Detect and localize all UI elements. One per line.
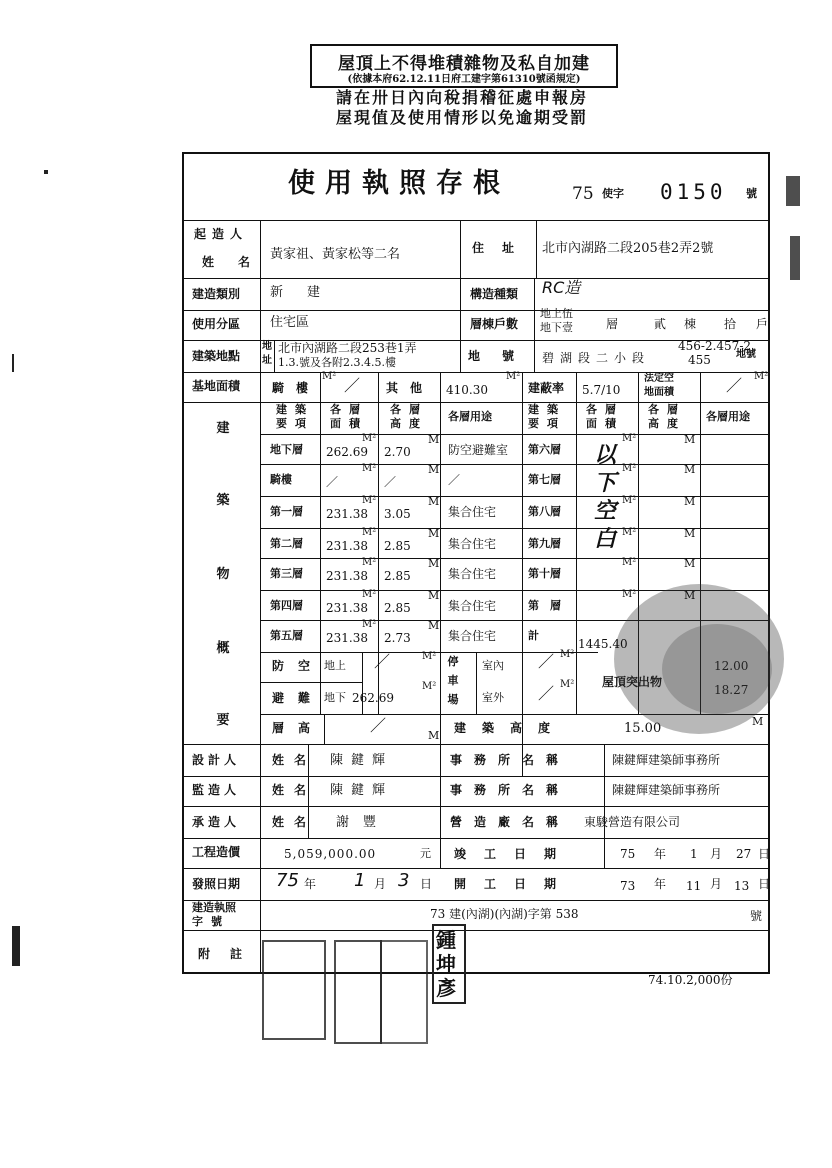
floor-area: 231.38 xyxy=(326,569,368,583)
floor-area: 231.38 xyxy=(326,507,368,521)
header-floor-area: 各層 xyxy=(330,403,368,416)
floors-below: 地下壹 xyxy=(540,321,573,334)
m-unit: M xyxy=(684,495,696,508)
m2-unit: M² xyxy=(362,463,377,474)
floor-name: 第五層 xyxy=(270,629,303,642)
start-day: 13 xyxy=(734,879,750,893)
floor-name: 第二層 xyxy=(270,537,303,550)
m-unit: M xyxy=(684,527,696,540)
start-year: 73 xyxy=(620,879,636,893)
building-height: 15.00 xyxy=(624,721,662,736)
structure-label: 構造種類 xyxy=(470,287,519,301)
year-unit: 年 xyxy=(304,877,317,891)
floor-area: 231.38 xyxy=(326,539,368,553)
floor-use: 集合住宅 xyxy=(448,629,497,643)
floor-height: ／ xyxy=(370,716,387,735)
day-unit: 日 xyxy=(758,877,771,891)
other-area: 410.30 xyxy=(446,383,488,397)
open-space-label: 法定空 xyxy=(644,373,674,384)
household-count: 拾 xyxy=(724,317,737,331)
lot-label: 地號 xyxy=(468,349,537,363)
scan-speck xyxy=(790,236,800,280)
permit-label-2: 字號 xyxy=(192,915,230,928)
signer-seal: 鍾坤彥 xyxy=(432,924,466,1004)
issue-month: 1 xyxy=(354,870,366,891)
overview-label-3: 物 xyxy=(216,567,230,582)
permit-prefix: 使字 xyxy=(602,187,624,200)
print-note: 74.10.2,000份 xyxy=(648,973,733,987)
scan-speck xyxy=(12,926,20,966)
m2-unit: M² xyxy=(506,371,521,382)
day-unit: 日 xyxy=(420,877,433,891)
floor-name: 第三層 xyxy=(270,567,303,580)
floor-area: 262.69 xyxy=(326,445,368,459)
day-unit: 日 xyxy=(758,847,771,861)
floor-area: 231.38 xyxy=(326,631,368,645)
notice-tax xyxy=(310,88,614,128)
m-unit: M xyxy=(684,589,696,602)
m2-unit: M² xyxy=(322,371,337,382)
site-label: 建築地點 xyxy=(192,349,241,363)
header-floor-height: 各層 xyxy=(390,403,428,416)
header-item-r-2: 要項 xyxy=(528,417,566,430)
header-floor-height-2: 高度 xyxy=(390,417,428,430)
contractor-office-label: 營造廠名稱 xyxy=(450,815,571,829)
m2-unit: M² xyxy=(362,433,377,444)
parking-label-3: 場 xyxy=(447,693,459,706)
contractor-office: 東駿營造有限公司 xyxy=(584,815,681,829)
other-label: 其他 xyxy=(386,381,435,395)
floor-name: 第一層 xyxy=(270,505,303,518)
floor-use: ／ xyxy=(448,473,461,487)
floor-name-r: 第十層 xyxy=(528,567,561,580)
designer-name-label: 姓名 xyxy=(272,753,317,767)
roof-area-2: 18.27 xyxy=(714,683,749,697)
overview-label-1: 建 xyxy=(216,421,230,436)
floor-name-r: 第九層 xyxy=(528,537,561,550)
header-use: 各層用途 xyxy=(448,410,492,423)
m-unit: M xyxy=(428,433,440,446)
year-unit: 年 xyxy=(654,877,667,891)
floors-unit: 層 xyxy=(606,317,619,331)
note-label: 附註 xyxy=(198,947,263,961)
shelter-below-label: 地下 xyxy=(324,691,346,704)
floors-above: 地上伍 xyxy=(540,307,573,320)
completion-label: 竣工日期 xyxy=(454,847,575,861)
address-label: 住址 xyxy=(472,241,533,255)
floor-use: 集合住宅 xyxy=(448,567,497,581)
m2-unit: M² xyxy=(754,371,769,382)
floor-area: ／ xyxy=(326,475,339,489)
m-unit: M xyxy=(428,463,440,476)
m-unit: M xyxy=(428,557,440,570)
m2-unit: M² xyxy=(560,679,575,690)
builder-address: 北市內湖路二段205巷2弄2號 xyxy=(542,241,714,256)
notice-line3: 請在卅日內向稅捐稽征處申報房 xyxy=(335,88,588,107)
m-unit: M xyxy=(684,433,696,446)
header-item-2: 要項 xyxy=(276,417,314,430)
shelter-below: 262.69 xyxy=(352,691,394,705)
parking-label-1: 停 xyxy=(447,655,459,668)
supervisor-name: 陳鍵輝 xyxy=(330,783,394,798)
floor-area: 231.38 xyxy=(326,601,368,615)
floor-height: 2.85 xyxy=(384,601,411,615)
build-type-label: 建造類別 xyxy=(192,287,241,301)
floor-height: 2.85 xyxy=(384,569,411,583)
cost-unit: 元 xyxy=(420,847,431,860)
scan-speck xyxy=(786,176,800,206)
parking-indoor: ／ xyxy=(538,652,555,671)
designer-office-label: 事務所名稱 xyxy=(450,753,571,767)
floor-name-r: 計 xyxy=(528,629,539,642)
site-address-label: 地 xyxy=(262,341,272,352)
m2-unit: M² xyxy=(622,433,637,444)
parking-outdoor-label: 室外 xyxy=(482,691,504,704)
zone-label: 使用分區 xyxy=(192,317,241,331)
m-unit: M xyxy=(684,463,696,476)
notice-stamp xyxy=(310,44,618,128)
m2-unit: M² xyxy=(362,495,377,506)
completion-day: 27 xyxy=(736,847,752,861)
designer-name: 陳鍵輝 xyxy=(330,753,394,768)
official-stamp xyxy=(262,940,326,1040)
month-unit: 月 xyxy=(710,877,723,891)
designer-label: 設計人 xyxy=(192,753,241,767)
supervisor-office-label: 事務所名稱 xyxy=(450,783,571,797)
overview-label-5: 要 xyxy=(216,713,230,728)
blank-note: 以下空白 xyxy=(594,443,617,552)
floor-use: 集合住宅 xyxy=(448,537,497,551)
year-unit: 年 xyxy=(654,847,667,861)
notice-box xyxy=(310,44,618,88)
roof-area-1: 12.00 xyxy=(714,659,749,673)
floor-height-label: 層高 xyxy=(272,721,325,735)
m2-unit: M² xyxy=(622,495,637,506)
site-line2: 1.3.號及各附2.3.4.5.樓 xyxy=(278,356,396,369)
header-floor-height-r: 各層 xyxy=(648,403,686,416)
floor-use: 集合住宅 xyxy=(448,599,497,613)
overview-label-4: 概 xyxy=(216,641,230,656)
floor-height: ／ xyxy=(384,475,397,489)
roof-label: 屋頂突出物 xyxy=(602,675,663,689)
permit-number: 0150 xyxy=(660,180,727,204)
issue-day: 3 xyxy=(398,870,410,891)
permit-value-suffix: 號 xyxy=(750,909,763,923)
m2-unit: M² xyxy=(422,651,437,662)
official-stamp xyxy=(334,940,382,1044)
open-space-area: ／ xyxy=(726,376,743,395)
m2-unit: M² xyxy=(622,589,637,600)
building-height-label: 建築高度 xyxy=(454,721,567,735)
header-floor-area-r: 各層 xyxy=(586,403,624,416)
area-label: 基地面積 xyxy=(192,379,241,393)
supervisor-office: 陳鍵輝建築師事務所 xyxy=(612,783,721,797)
floor-name-r: 第八層 xyxy=(528,505,561,518)
m2-unit: M² xyxy=(622,463,637,474)
contractor-name-label: 姓名 xyxy=(272,815,317,829)
m-unit: M xyxy=(752,715,764,728)
shelter-above-label: 地上 xyxy=(324,659,346,672)
supervisor-name-label: 姓名 xyxy=(272,783,317,797)
official-stamp xyxy=(380,940,428,1044)
floor-height: 2.73 xyxy=(384,631,411,645)
header-floor-height-r-2: 高度 xyxy=(648,417,686,430)
m2-unit: M² xyxy=(622,527,637,538)
m2-unit: M² xyxy=(362,557,377,568)
header-item: 建築 xyxy=(276,403,314,416)
floor-area-total: 1445.40 xyxy=(578,637,628,651)
build-type-value: 新建 xyxy=(270,285,345,300)
floor-height: 2.70 xyxy=(384,445,411,459)
parking-indoor-label: 室內 xyxy=(482,659,504,672)
m-unit: M xyxy=(428,589,440,602)
shelter-label: 防空 xyxy=(272,659,325,673)
m-unit: M xyxy=(428,619,440,632)
lot-section: 碧湖段二小段 xyxy=(542,351,651,365)
parking-outdoor: ／ xyxy=(538,684,555,703)
arcade-label: 騎樓 xyxy=(272,381,321,395)
m2-unit: M² xyxy=(622,557,637,568)
m2-unit: M² xyxy=(362,589,377,600)
floor-name-r: 第七層 xyxy=(528,473,561,486)
notice-line4: 屋現值及使用情形以免逾期受罰 xyxy=(335,108,588,127)
designer-office: 陳鍵輝建築師事務所 xyxy=(612,753,721,767)
header-use-r: 各層用途 xyxy=(706,410,750,423)
floors-label: 層棟戶數 xyxy=(470,317,519,331)
m2-unit: M² xyxy=(422,681,437,692)
start-label: 開工日期 xyxy=(454,877,575,891)
month-unit: 月 xyxy=(374,877,387,891)
floor-name-r: 第六層 xyxy=(528,443,561,456)
scan-speck xyxy=(12,354,14,372)
building-unit: 棟 xyxy=(684,317,697,331)
permit-form xyxy=(182,152,770,974)
completion-year: 75 xyxy=(620,847,636,861)
month-unit: 月 xyxy=(710,847,723,861)
contractor-name: 謝豐 xyxy=(336,815,391,830)
floor-name: 騎樓 xyxy=(270,473,292,486)
notice-line1: 屋頂上不得堆積雜物及私自加建 xyxy=(338,54,590,74)
form-title: 使用執照存根 xyxy=(288,168,510,199)
m-unit: M xyxy=(428,495,440,508)
m2-unit: M² xyxy=(560,649,575,660)
site-address-label-2: 址 xyxy=(262,355,272,366)
builder-label: 起造人 xyxy=(194,227,249,241)
permit-suffix: 號 xyxy=(746,187,757,200)
contractor-label: 承造人 xyxy=(192,815,241,829)
cost-label: 工程造價 xyxy=(192,845,241,859)
building-count: 貳 xyxy=(654,317,667,331)
shelter-above: ／ xyxy=(374,652,391,671)
floor-name: 地下層 xyxy=(270,443,303,456)
seal-stamp-smudge xyxy=(662,624,772,714)
completion-month: 1 xyxy=(690,847,698,861)
start-month: 11 xyxy=(686,879,702,893)
lot-number-1: 456-2.457-2 xyxy=(678,339,752,353)
structure-value: RC造 xyxy=(542,278,581,297)
coverage-label: 建蔽率 xyxy=(528,381,565,395)
issue-year: 75 xyxy=(276,870,299,891)
m2-unit: M² xyxy=(362,527,377,538)
cost-value: 5,059,000.00 xyxy=(284,847,377,861)
floor-use: 防空避難室 xyxy=(448,443,509,457)
floor-use: 集合住宅 xyxy=(448,505,497,519)
lot-suffix: 地號 xyxy=(736,349,756,360)
floor-name: 第四層 xyxy=(270,599,303,612)
permit-value: 73 建(內湖)(內湖)字第 538 xyxy=(430,907,579,921)
floor-name-r: 第 層 xyxy=(528,599,561,612)
m-unit: M xyxy=(428,527,440,540)
zone-value: 住宅區 xyxy=(270,315,310,330)
household-unit: 戶 xyxy=(756,317,769,331)
supervisor-label: 監造人 xyxy=(192,783,241,797)
lot-number-2: 455 xyxy=(688,353,711,367)
open-space-label-2: 地面積 xyxy=(644,387,674,398)
builder-name: 黃家祖、黃家松等二名 xyxy=(270,247,401,262)
header-floor-area-2: 面積 xyxy=(330,417,368,430)
notice-line2: (依據本府62.12.11日府工建字第61310號函規定) xyxy=(347,74,581,85)
shelter-label-2: 避難 xyxy=(272,691,325,705)
arcade-area: ／ xyxy=(344,376,361,395)
coverage-value: 5.7/10 xyxy=(582,383,621,397)
builder-name-label: 姓名 xyxy=(202,255,275,269)
floor-height: 2.85 xyxy=(384,539,411,553)
parking-label-2: 車 xyxy=(447,674,459,687)
m2-unit: M² xyxy=(362,619,377,630)
overview-label-2: 築 xyxy=(216,493,230,508)
permit-year: 75 xyxy=(572,184,594,204)
m-unit: M xyxy=(428,729,440,742)
issue-label: 發照日期 xyxy=(192,877,241,891)
permit-label: 建造執照 xyxy=(192,901,236,914)
m-unit: M xyxy=(684,557,696,570)
header-floor-area-r-2: 面積 xyxy=(586,417,624,430)
floor-height: 3.05 xyxy=(384,507,411,521)
site-line1: 北市內湖路二段253巷1弄 xyxy=(278,341,417,355)
header-item-r: 建築 xyxy=(528,403,566,416)
scan-speck xyxy=(44,170,48,174)
